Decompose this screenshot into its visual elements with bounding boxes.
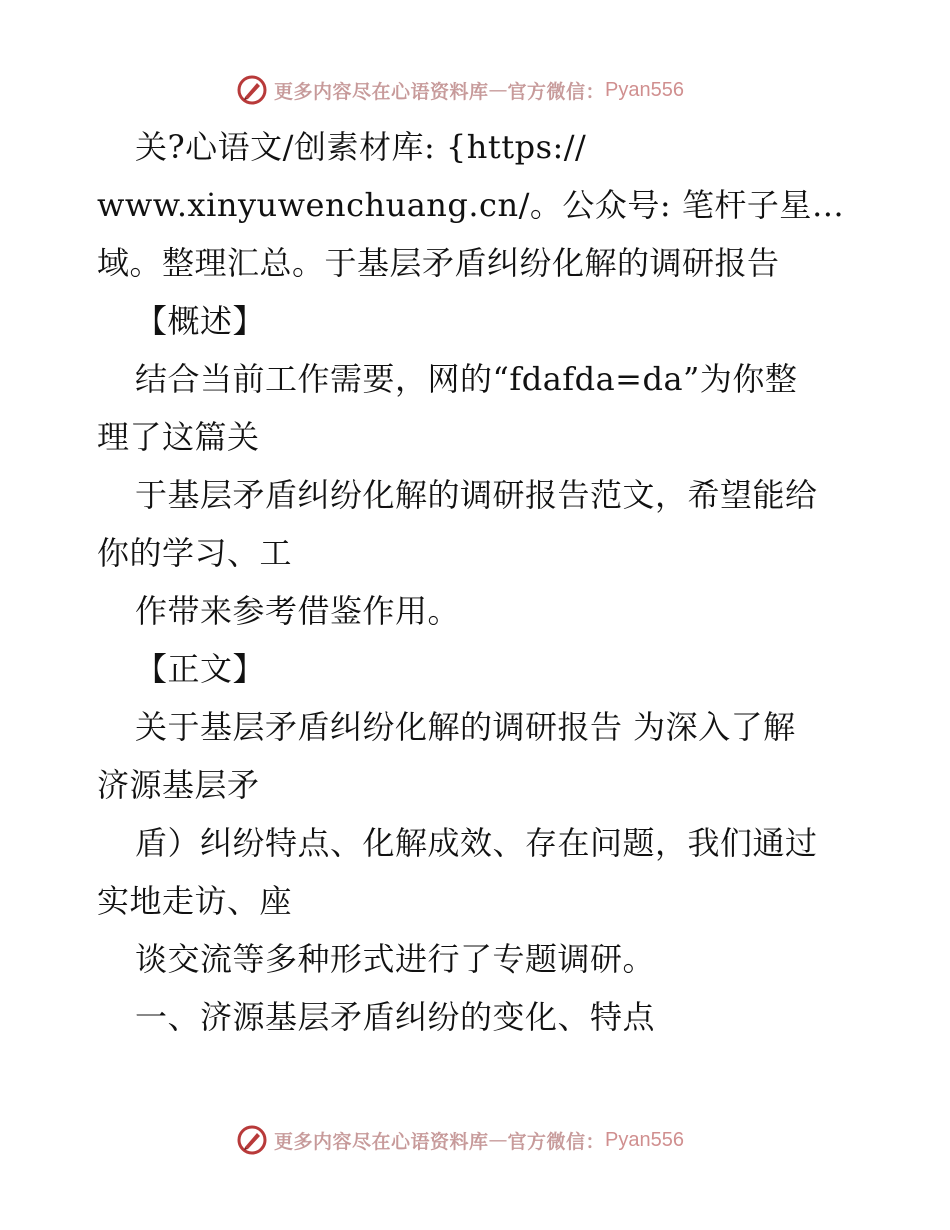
- header-banner: [236, 73, 716, 107]
- document-body: [97, 118, 867, 1046]
- paragraph-line: 域。整理汇总。于基层矛盾纠纷化解的调研报告: [97, 244, 780, 282]
- paragraph-line: 谈交流等多种形式进行了专题调研。: [135, 940, 656, 978]
- paragraph-line: 盾）纠纷特点、化解成效、存在问题，我们通过: [135, 824, 818, 862]
- pen-logo-icon: [236, 1124, 268, 1156]
- banner-handle: Pyan556: [605, 78, 684, 101]
- banner-wechat-label: 官方微信：: [507, 80, 606, 103]
- paragraph-line: www.xinyuwenchuang.cn/。公众号: 笔杆子星…: [97, 186, 845, 224]
- banner-wechat-label: 官方微信：: [507, 1130, 606, 1153]
- banner-separator: —: [488, 79, 508, 101]
- pen-logo-icon: [236, 74, 268, 106]
- paragraph-line: 作带来参考借鉴作用。: [135, 592, 461, 630]
- paragraph-line: 理了这篇关: [97, 418, 260, 456]
- banner-title: 更多内容尽在心语资料库: [274, 1130, 489, 1153]
- section-heading-overview: 【概述】: [135, 302, 266, 340]
- banner-handle: Pyan556: [605, 1128, 684, 1151]
- paragraph-line: 实地走访、座: [97, 882, 293, 920]
- paragraph-line: 关?心语文/创素材库: {https://: [135, 128, 587, 166]
- paragraph-line: 于基层矛盾纠纷化解的调研报告范文，希望能给: [135, 476, 818, 514]
- banner-title: 更多内容尽在心语资料库: [274, 80, 489, 103]
- banner-separator: —: [488, 1129, 508, 1151]
- section-heading-one: 一、济源基层矛盾纠纷的变化、特点: [135, 998, 656, 1036]
- paragraph-line: 你的学习、工: [97, 534, 293, 572]
- footer-banner: [236, 1123, 716, 1157]
- paragraph-line: 关于基层矛盾纠纷化解的调研报告 为深入了解: [135, 708, 796, 746]
- paragraph-line: 济源基层矛: [97, 766, 260, 804]
- paragraph-line: 结合当前工作需要，网的“fdafda=da”为你整: [135, 360, 798, 398]
- section-heading-main-text: 【正文】: [135, 650, 266, 688]
